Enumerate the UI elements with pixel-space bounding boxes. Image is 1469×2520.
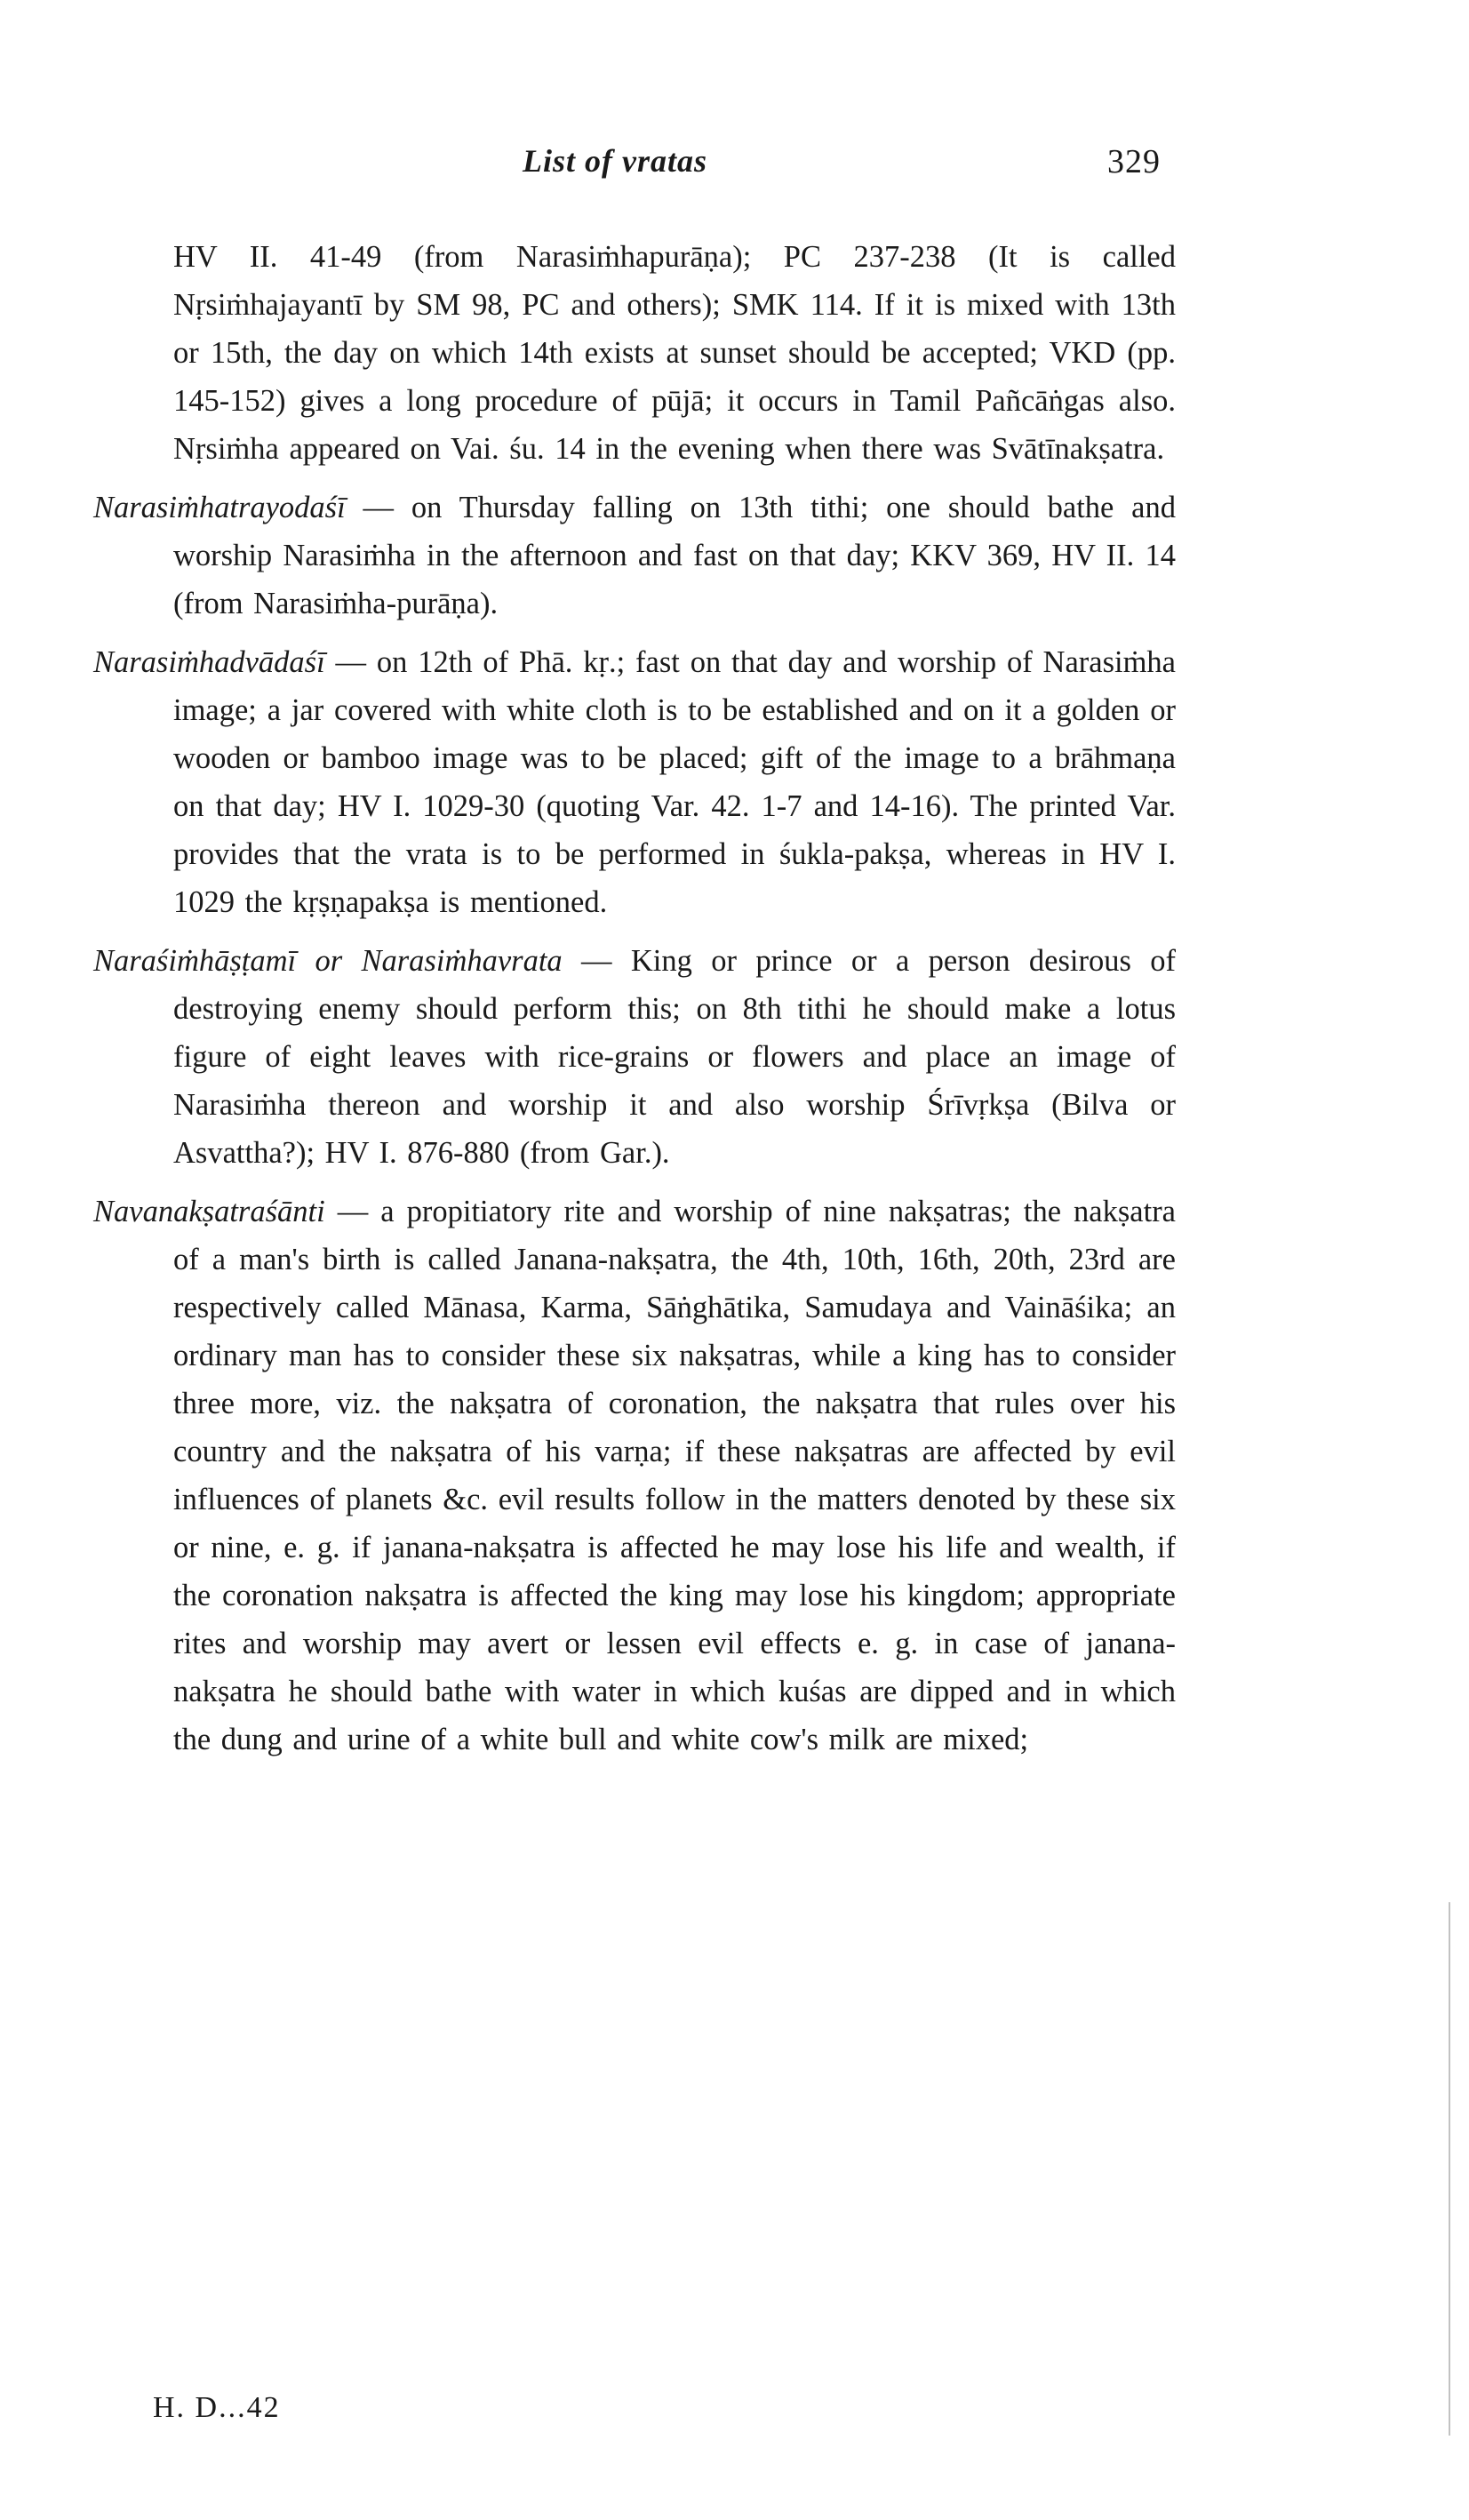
dictionary-entry — [93, 1188, 1176, 1764]
entry-headword: Narasiṁhatrayodaśī — [93, 491, 346, 524]
dictionary-entry — [93, 937, 1176, 1177]
scan-edge-line — [1449, 1902, 1450, 2436]
entry-text: — on 12th of Phā. kṛ.; fast on that day and worship of Narasiṁha image; a jar covered with white cloth is to be established and on it a golden or wooden or bamboo image was to be placed; gift of the image to a brāhmaṇa on that day; HV I. 1029-30 (quoting Var. 42. 1-7 and 14-16). The printed Var. provides that the vrata is to be performed in śukla-pakṣa, whereas in HV I. 1029 the kṛṣṇapakṣa is mentioned. — [173, 645, 1176, 919]
page-number: 329 — [1107, 143, 1161, 180]
entry-headword: Naraśiṁhāṣṭamī or Narasiṁhavrata — [93, 944, 563, 978]
dictionary-entry — [93, 484, 1176, 628]
dictionary-entry — [93, 638, 1176, 926]
signature-mark: H. D...42 — [153, 2391, 281, 2424]
running-title: List of vratas — [523, 143, 707, 179]
page-header — [0, 142, 1469, 196]
page-body — [93, 233, 1176, 1774]
entry-text: — King or prince or a person desirous of destroying enemy should perform this; on 8th tithi he should make a lotus figure of eight leaves with rice-grains or flowers and place an image of Narasiṁha thereon and worship it and also worship Śrīvṛkṣa (Bilva or Asvattha?); HV I. 876-880 (from Gar.). — [173, 944, 1177, 1170]
entry-headword: Navanakṣatraśānti — [93, 1195, 325, 1228]
entry-headword: Narasiṁhadvādaśī — [93, 645, 325, 679]
continuation-paragraph — [93, 233, 1176, 473]
entry-text: — a propitiatory rite and worship of nine nakṣatras; the nakṣatra of a man's birth is called Janana-nakṣatra, the 4th, 10th, 16th, 20th, 23rd are respectively called Mānasa, Karma, Sāṅghātika, Samudaya and Vaināśika; an ordinary man has to consider these six nakṣatras, while a king has to consider three more, viz. the nakṣatra of coronation, the nakṣatra that rules over his country and the nakṣatra of his varṇa; if these nakṣatras are affected by evil influences of planets &c. evil results follow in the matters denoted by these six or nine, e. g. if janana-nakṣatra is affected he may lose his life and wealth, if the coronation nakṣatra is affected the king may lose his kingdom; appropriate rites and worship may avert or lessen evil effects e. g. in case of janana-nakṣatra he should bathe with water in which kuśas are dipped and in which the dung and urine of a white bull and white cow's milk are mixed; — [173, 1195, 1176, 1756]
entry-text: — on Thursday falling on 13th tithi; one should bathe and worship Narasiṁha in the afternoon and fast on that day; KKV 369, HV II. 14 (from Narasiṁha-purāṇa). — [173, 491, 1176, 620]
paragraph-text: HV II. 41-49 (from Narasiṁhapurāṇa); PC 237-238 (It is called Nṛsiṁhajayantī by SM 98, PC and others); SMK 114. If it is mixed with 13th or 15th, the day on which 14th exists at sunset should be accepted; VKD (pp. 145-152) gives a long procedure of pūjā; it occurs in Tamil Pañcāṅgas also. Nṛsiṁha appeared on Vai. śu. 14 in the evening when there was Svātīnakṣatra. — [173, 240, 1176, 466]
